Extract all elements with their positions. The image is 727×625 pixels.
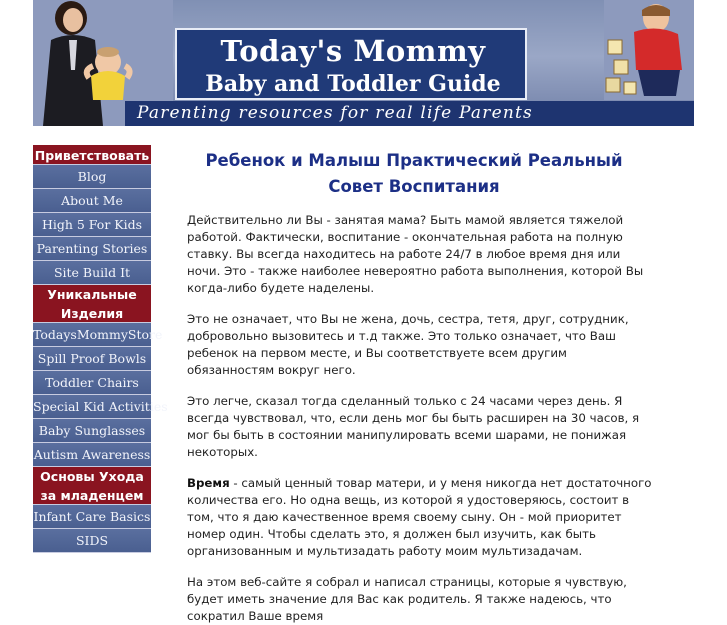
paragraph-3 (187, 393, 657, 461)
sidebar-item-autism-awareness[interactable]: Autism Awareness (33, 443, 151, 467)
sidebar-item-blog[interactable]: Blog (33, 165, 151, 189)
toddler-playing-blocks-photo (604, 0, 694, 100)
sidebar-item-sids[interactable]: SIDS (33, 529, 151, 553)
paragraph-4-bold-word: Время (187, 476, 230, 490)
page-title: Ребенок и Малыш Практический Реальный Совет Воспитания (205, 151, 623, 196)
site-tagline: Parenting resources for real life Parents (137, 103, 533, 123)
paragraph-5 (187, 574, 657, 625)
site-title-box[interactable] (175, 28, 527, 100)
sidebar-heading-unique-products: Уникальные Изделия (33, 285, 151, 323)
paragraph-2-text: Это не означает, что Вы не жена, дочь, сестра, тетя, друг, сотрудник, добровольно вызовитесь и т.д также. Это только означает, что Ваш ребенок на первом месте, и Вы соответствуете всем другим обязанностям вокруг него. (187, 312, 629, 377)
paragraph-5-text: На этом веб-сайте я собрал и написал страницы, которые я чувствую, будет иметь значение для Вас как родитель. Я также надеюсь, что сократил Ваше время (187, 575, 627, 623)
sidebar-item-parenting-stories[interactable]: Parenting Stories (33, 237, 151, 261)
sidebar-item-toddler-chairs[interactable]: Toddler Chairs (33, 371, 151, 395)
sidebar-item-infant-care-basics[interactable]: Infant Care Basics (33, 505, 151, 529)
paragraph-4-text: - самый ценный товар матери, и у меня никогда нет достаточного количества его. Но одна вещь, из которой я удостоверяюсь, состоит в том, что я даю качественное время своему сыну. Он - мой приоритет номер один. Чтобы сделать это, я должен был изучить, как быть организованным и мультизадать работу моим мультизадачам. (187, 476, 652, 558)
site-header-banner (33, 0, 694, 126)
sidebar-item-baby-sunglasses[interactable]: Baby Sunglasses (33, 419, 151, 443)
sidebar-item-todaysmommystore[interactable]: TodaysMommyStore (33, 323, 151, 347)
paragraph-1-text: Действительно ли Вы - занятая мама? Быть мамой является тяжелой работой. Фактически, воспитание - окончательная работа на полную ставку. Вы всегда находитесь на работе 24/7 в любое время дня или ночи. Это - также наиболее невероятно работа выполнения, которой Вы когда-либо будете наделены. (187, 213, 644, 295)
sidebar-item-high-5-for-kids[interactable]: High 5 For Kids (33, 213, 151, 237)
sidebar-item-spill-proof-bowls[interactable]: Spill Proof Bowls (33, 347, 151, 371)
sidebar-heading-welcome: Приветствовать (33, 145, 151, 165)
paragraph-3-text: Это легче, сказал тогда сделанный только с 24 часами через день. Я всегда чувствовал, что, если день мог бы быть расширен на 30 часов, я мог бы быть в состоянии манипулировать всеми шарами, не понижая некоторых. (187, 394, 640, 459)
sidebar-nav (33, 145, 168, 548)
paragraph-2 (187, 311, 657, 379)
paragraph-1 (187, 212, 657, 297)
paragraph-4 (187, 475, 657, 560)
sidebar-item-special-kid-activities[interactable]: Special Kid Activities (33, 395, 151, 419)
tagline-bar (125, 101, 694, 126)
site-title: Today's Mommy (220, 34, 486, 68)
main-content (187, 148, 657, 625)
sidebar-item-about-me[interactable]: About Me (33, 189, 151, 213)
site-subtitle: Baby and Toddler Guide (205, 71, 501, 97)
sidebar-item-site-build-it[interactable]: Site Build It (33, 261, 151, 285)
sidebar-heading-infant-care: Основы Ухода за младенцем (33, 467, 151, 505)
